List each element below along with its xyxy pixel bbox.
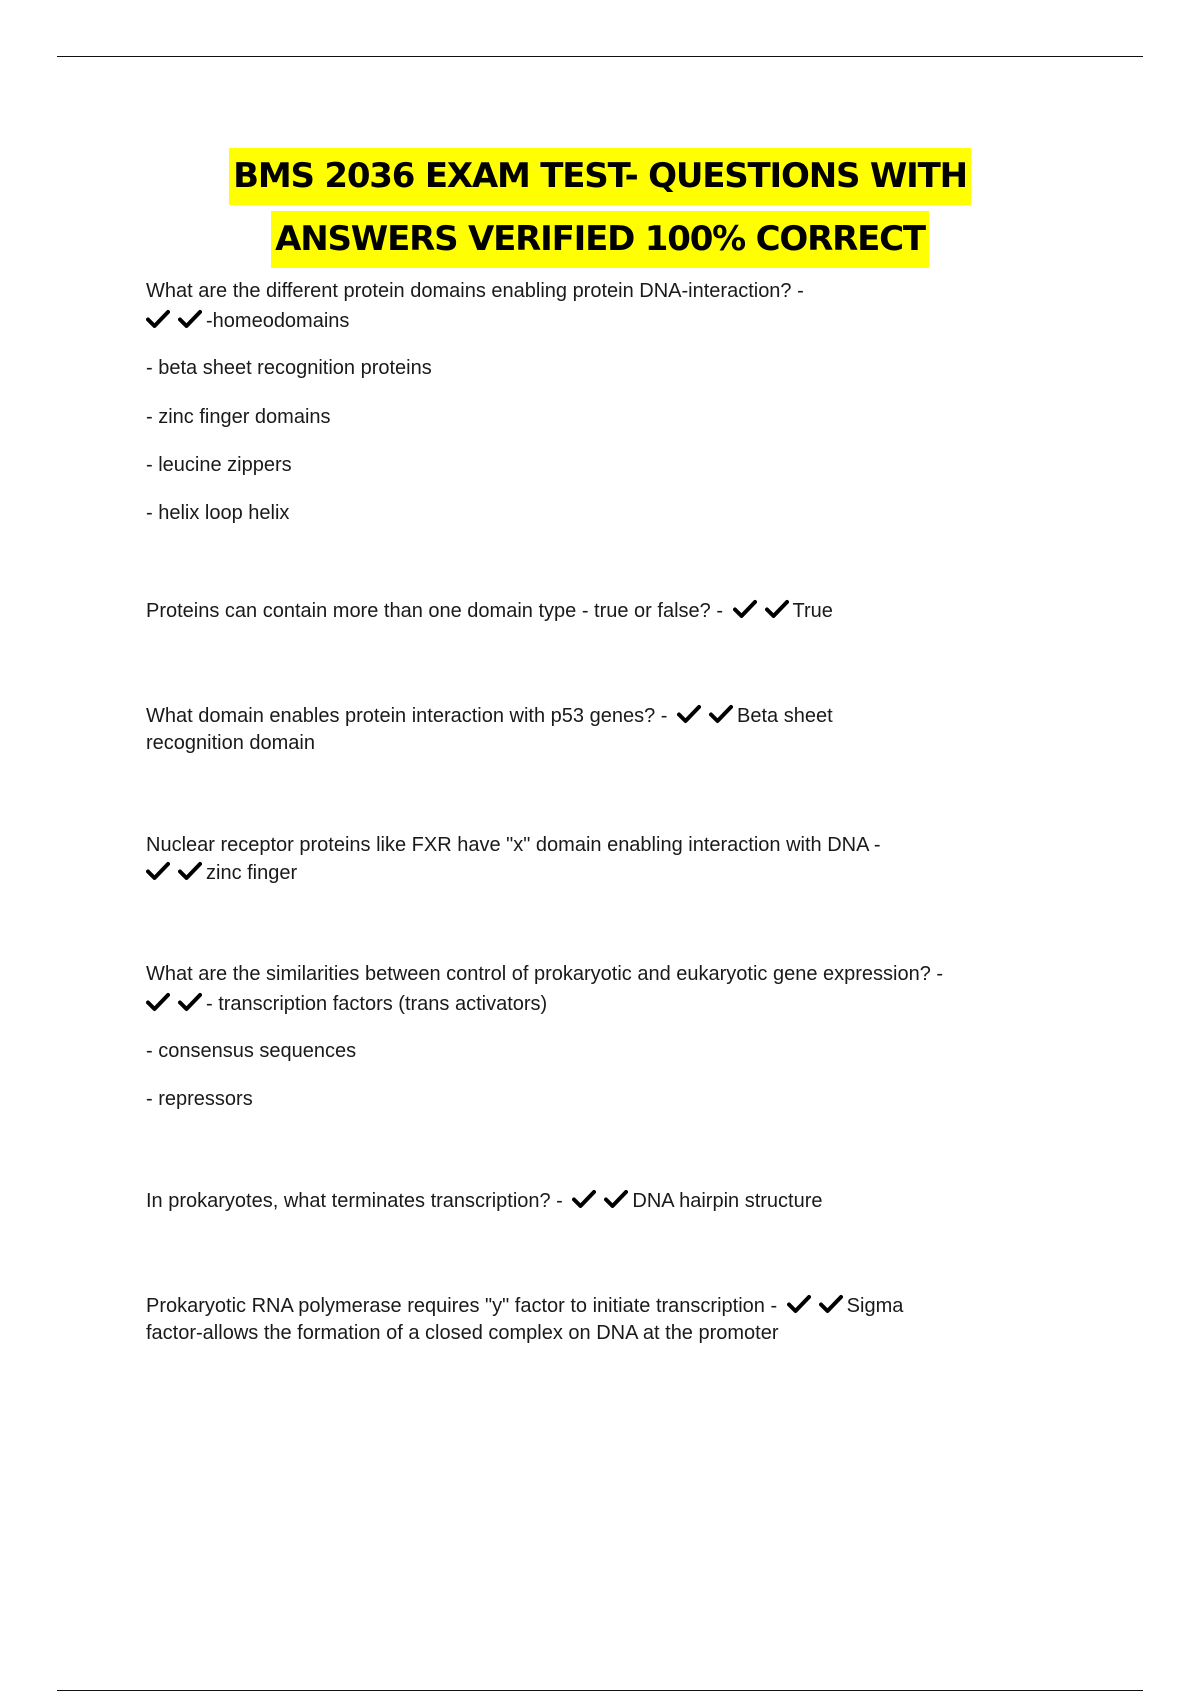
check-icon: [733, 599, 757, 619]
check-icon: [146, 992, 170, 1012]
check-icon: [178, 861, 202, 881]
title-line-1: BMS 2036 EXAM TEST- QUESTIONS WITH: [229, 148, 971, 205]
check-icon: [604, 1189, 628, 1209]
question-6: [146, 1187, 823, 1215]
list-item: - helix loop helix: [146, 502, 290, 524]
list-item: - beta sheet recognition proteins: [146, 357, 432, 379]
answer-text: DNA hairpin structure: [632, 1190, 823, 1212]
question-text: In prokaryotes, what terminates transcription? -: [146, 1190, 563, 1212]
answer-text: Beta sheet: [737, 705, 833, 727]
check-icon: [146, 861, 170, 881]
check-icon: [787, 1294, 811, 1314]
question-5: What are the similarities between control of prokaryotic and eukaryotic gene expression? -: [146, 963, 944, 985]
answer-text: Sigma: [846, 1295, 904, 1317]
answer-5: [146, 990, 547, 1018]
title-line-2: ANSWERS VERIFIED 100% CORRECT: [271, 211, 929, 268]
question-2: [146, 597, 833, 625]
answer-text: -homeodomains: [206, 310, 350, 332]
check-icon: [677, 704, 701, 724]
check-icon: [765, 599, 789, 619]
check-icon: [819, 1294, 843, 1314]
check-icon: [709, 704, 733, 724]
answer-text: zinc finger: [206, 862, 298, 884]
list-item: - zinc finger domains: [146, 406, 331, 428]
question-1: What are the different protein domains enabling protein DNA-interaction? -: [146, 280, 804, 302]
list-item: - consensus sequences: [146, 1040, 357, 1062]
list-item: - leucine zippers: [146, 454, 292, 476]
question-text: Prokaryotic RNA polymerase requires "y" factor to initiate transcription -: [146, 1295, 778, 1317]
answer-text: True: [792, 600, 833, 622]
bottom-rule: [57, 1690, 1143, 1691]
check-icon: [178, 992, 202, 1012]
question-4: Nuclear receptor proteins like FXR have "x" domain enabling interaction with DNA -: [146, 834, 881, 856]
document-title: [0, 148, 1200, 268]
answer-3-continued: recognition domain: [146, 732, 315, 754]
check-icon: [572, 1189, 596, 1209]
answer-1: [146, 307, 349, 335]
question-text: Proteins can contain more than one domain type - true or false? -: [146, 600, 723, 622]
answer-7-continued: factor-allows the formation of a closed complex on DNA at the promoter: [146, 1322, 779, 1344]
answer-text: - transcription factors (trans activators): [206, 993, 548, 1015]
question-text: What domain enables protein interaction with p53 genes? -: [146, 705, 668, 727]
list-item: - repressors: [146, 1088, 253, 1110]
check-icon: [146, 309, 170, 329]
top-rule: [57, 56, 1143, 57]
answer-4: [146, 859, 297, 887]
question-7: [146, 1292, 903, 1320]
check-icon: [178, 309, 202, 329]
question-3: [146, 702, 833, 730]
